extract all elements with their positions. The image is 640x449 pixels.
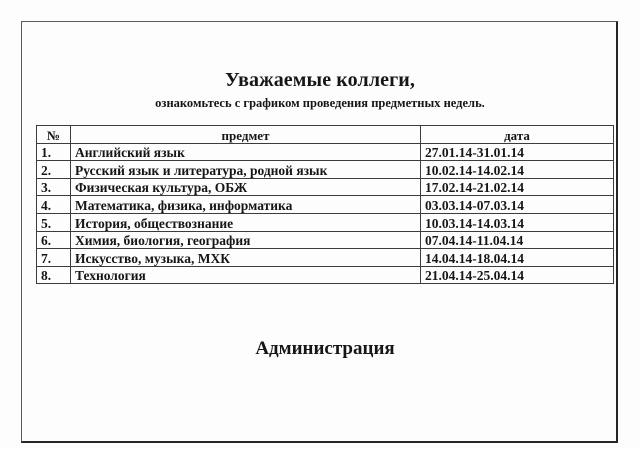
row-subject: Русский язык и литература, родной язык	[71, 161, 421, 179]
row-subject: Технология	[71, 266, 421, 284]
table-row	[37, 196, 614, 214]
table-row	[37, 143, 614, 161]
column-header-date: дата	[421, 126, 614, 144]
schedule-table	[36, 125, 614, 284]
row-number: 1.	[37, 143, 71, 161]
table-header-row	[37, 126, 614, 144]
row-date: 10.02.14-14.02.14	[421, 161, 614, 179]
row-number: 3.	[37, 178, 71, 196]
column-header-subject: предмет	[71, 126, 421, 144]
row-subject: Физическая культура, ОБЖ	[71, 178, 421, 196]
row-date: 03.03.14-07.03.14	[421, 196, 614, 214]
row-subject: Искусство, музыка, МХК	[71, 249, 421, 267]
row-date: 21.04.14-25.04.14	[421, 266, 614, 284]
table-row	[37, 161, 614, 179]
row-date: 07.04.14-11.04.14	[421, 231, 614, 249]
row-date: 10.03.14-14.03.14	[421, 213, 614, 231]
row-number: 2.	[37, 161, 71, 179]
row-number: 5.	[37, 213, 71, 231]
signature-administration: Администрация	[255, 338, 395, 359]
column-header-number: №	[37, 126, 71, 144]
row-number: 6.	[37, 231, 71, 249]
row-date: 17.02.14-21.02.14	[421, 178, 614, 196]
row-date: 14.04.14-18.04.14	[421, 249, 614, 267]
row-subject: Химия, биология, география	[71, 231, 421, 249]
row-number: 8.	[37, 266, 71, 284]
row-date: 27.01.14-31.01.14	[421, 143, 614, 161]
table-row	[37, 266, 614, 284]
row-subject: Английский язык	[71, 143, 421, 161]
table-row	[37, 231, 614, 249]
table-row	[37, 213, 614, 231]
row-number: 7.	[37, 249, 71, 267]
table-row	[37, 178, 614, 196]
row-number: 4.	[37, 196, 71, 214]
page-title: Уважаемые коллеги,	[224, 69, 416, 91]
row-subject: История, обществознание	[71, 213, 421, 231]
table-row	[37, 249, 614, 267]
row-subject: Математика, физика, информатика	[71, 196, 421, 214]
page-subtitle: ознакомьтесь с графиком проведения предметных недель.	[155, 96, 485, 110]
